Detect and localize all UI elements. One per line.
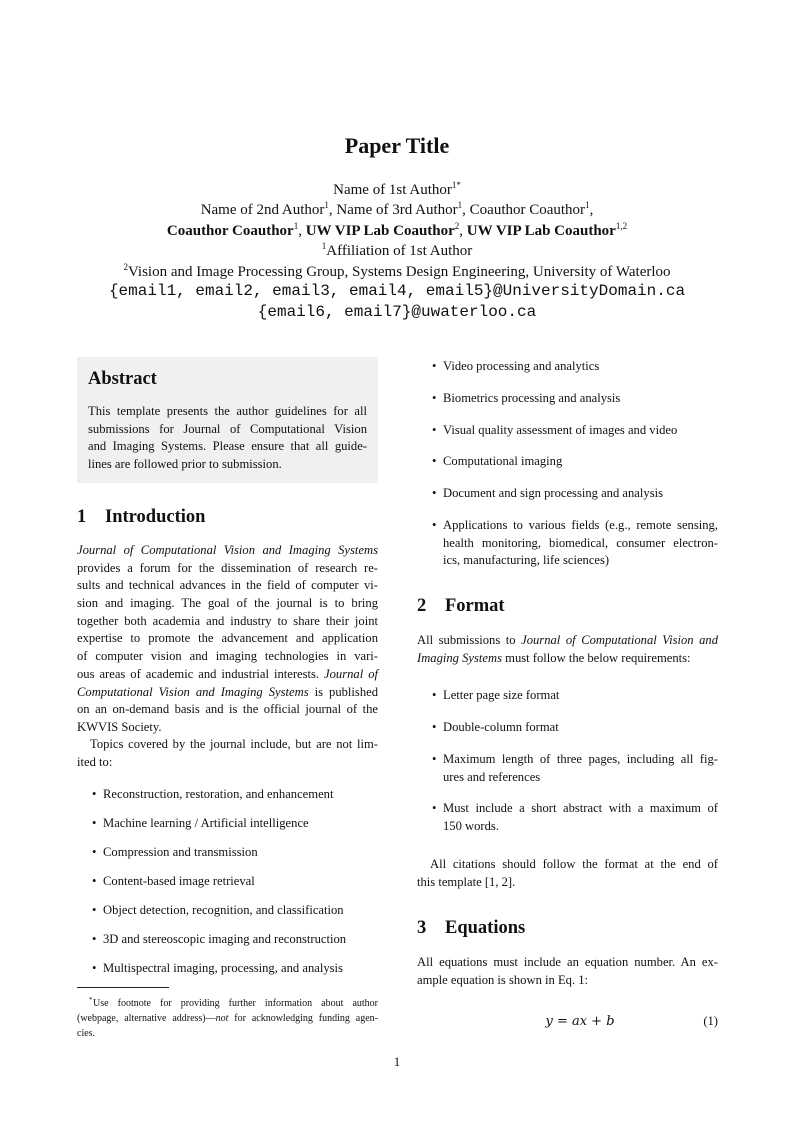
list-item <box>432 517 718 570</box>
list-item <box>92 873 378 891</box>
author-name: UW VIP Lab Coauthor <box>305 223 455 239</box>
separator: , <box>589 202 594 218</box>
text-line: ures and references <box>443 769 541 784</box>
list-item-text: Video processing and analytics <box>443 359 600 373</box>
section-title: Introduction <box>105 507 206 527</box>
bullet-icon: • <box>432 720 437 734</box>
text-line: lines are followed prior to submission. <box>88 457 282 472</box>
affiliation-2 <box>0 262 794 282</box>
bullet-icon: • <box>432 518 437 532</box>
list-item-text <box>443 719 718 737</box>
text-line: cies. <box>77 1028 96 1039</box>
text-line: of computer vision and imaging technologies in vari- <box>77 649 378 664</box>
section-number: 2 <box>417 596 427 616</box>
bullet-icon: • <box>92 903 97 917</box>
italic-text: Imaging Systems <box>417 650 502 665</box>
bullet-icon: • <box>92 874 97 888</box>
author-name: Coauthor Coauthor <box>166 223 294 239</box>
text-line: All citations should follow the format at the end of <box>430 857 718 871</box>
text-line <box>77 542 378 560</box>
author-line-1 <box>0 180 794 200</box>
section-number: 1 <box>77 507 87 527</box>
format-paragraph-1 <box>417 632 718 667</box>
text-segment: is published <box>308 684 379 699</box>
text-line: ited to: <box>77 754 113 769</box>
equation: y = ax + b <box>545 1014 615 1029</box>
text-line: ics, manufacturing, life sciences) <box>443 553 610 568</box>
author-sup: 1 <box>293 221 299 231</box>
separator: , <box>459 223 467 239</box>
list-item <box>432 453 718 471</box>
italic-text: not <box>215 1013 229 1024</box>
email-line-2: {email6, email7}@uwaterloo.ca <box>257 303 537 321</box>
text-segment: for acknowledging funding agen- <box>228 1013 378 1024</box>
bullet-icon: • <box>432 688 437 702</box>
text-segment: must follow the below requirements: <box>502 650 691 665</box>
bullet-icon: • <box>432 390 437 405</box>
list-item <box>432 719 718 737</box>
list-item-text: Object detection, recognition, and classification <box>103 903 344 917</box>
affiliation-text: Vision and Image Processing Group, Systems Design Engineering, University of Waterloo <box>127 264 671 280</box>
bullet-icon: • <box>92 816 97 830</box>
bullet-icon: • <box>92 961 97 975</box>
italic-text: Journal of <box>324 666 378 681</box>
text-line: All equations must include an equation number. An ex- <box>417 955 718 969</box>
text-line: sults and technical advances in the field of computer vi- <box>77 578 378 593</box>
text-line: submissions for Journal of Computational Vision <box>88 421 367 436</box>
list-item-text: Content-based image retrieval <box>103 874 255 888</box>
bullet-icon: • <box>432 801 437 815</box>
text-segment: ous areas of academic and industrial interests. <box>77 666 325 681</box>
affiliation-sup: 1 <box>321 241 327 251</box>
bullet-icon: • <box>432 486 437 501</box>
bullet-icon: • <box>92 845 97 859</box>
text-line: ample equation is shown in Eq. 1: <box>417 972 589 987</box>
affiliation-sup: 2 <box>123 262 128 272</box>
email-line-1: {email1, email2, email3, email4, email5}@UniversityDomain.ca <box>108 282 686 300</box>
author-name: Name of 2nd Author <box>200 202 325 218</box>
text-line: Use footnote for providing further information about author <box>93 998 378 1009</box>
bullet-icon: • <box>92 787 97 801</box>
text-segment: (webpage, alternative address)— <box>77 1013 216 1024</box>
author-name: Name of 3rd Author <box>336 202 458 218</box>
text-line: sion and imaging. The goal of the journal is to bring <box>77 596 378 611</box>
separator: , <box>298 223 306 239</box>
text-line: expertise to promote the advancement and application <box>77 631 378 646</box>
list-item <box>432 390 718 408</box>
text-line: This template presents the author guidelines for all <box>88 404 367 418</box>
author-sup: 1 <box>324 200 329 210</box>
text-line: on an on-demand basis and is the official journal of the <box>77 702 378 717</box>
author-sup: 1 <box>457 200 463 210</box>
list-item-text: 3D and stereoscopic imaging and reconstruction <box>103 932 347 946</box>
list-item-text <box>443 687 718 705</box>
text-line: provides a forum for the dissemination of research re- <box>77 560 378 575</box>
list-item-text: Visual quality assessment of images and video <box>443 422 678 437</box>
list-item <box>432 358 718 376</box>
abstract-heading: Abstract <box>88 369 157 389</box>
text-line: this template [1, 2]. <box>417 874 516 889</box>
italic-text: Journal of Computational Vision and <box>521 633 718 647</box>
intro-paragraph-2 <box>77 736 378 771</box>
text-line: Letter page size format <box>443 688 560 702</box>
author-sup: 1* <box>451 180 461 190</box>
list-item-text <box>443 517 718 570</box>
list-item-text: Biometrics processing and analysis <box>443 390 621 405</box>
italic-text: Computational Vision and Imaging Systems <box>77 684 309 699</box>
text-line <box>77 1011 378 1026</box>
text-line <box>77 666 378 684</box>
list-item <box>432 687 718 705</box>
section-heading-equations <box>417 918 525 939</box>
abstract-text <box>88 403 367 474</box>
list-item <box>92 902 378 920</box>
footnote-text <box>77 996 378 1041</box>
text-line: health monitoring, biomedical, consumer electron- <box>443 535 718 550</box>
author-sup: 1,2 <box>615 221 628 231</box>
affiliation-1 <box>0 241 794 261</box>
list-item <box>92 931 378 949</box>
text-line <box>77 684 378 702</box>
bullet-icon: • <box>432 422 437 437</box>
list-item <box>92 815 378 833</box>
list-item <box>432 422 718 440</box>
author-name: Coauthor Coauthor <box>469 202 586 218</box>
list-item <box>92 786 378 804</box>
text-line: together both academia and industry to share their joint <box>77 613 378 628</box>
footnote <box>77 996 378 1041</box>
text-line: Applications to various fields (e.g., remote sensing, <box>443 518 718 532</box>
list-item <box>92 844 378 862</box>
author-name: UW VIP Lab Coauthor <box>466 223 616 239</box>
section-title: Format <box>445 596 505 616</box>
author-name: Name of 1st Author <box>333 182 452 198</box>
separator: , <box>462 202 470 218</box>
list-item <box>432 485 718 503</box>
bullet-icon: • <box>432 359 437 373</box>
page-number: 1 <box>393 1055 401 1069</box>
list-item-text: Document and sign processing and analysis <box>443 486 663 501</box>
text-line: Topics covered by the journal include, but are not lim- <box>90 737 378 751</box>
section-number: 3 <box>417 918 427 938</box>
author-sup: 1 <box>585 200 590 210</box>
list-item-text: Computational imaging <box>443 454 563 469</box>
text-segment: All submissions to <box>417 633 522 647</box>
text-line: Double-column format <box>443 720 559 734</box>
text-line <box>417 632 718 650</box>
equations-paragraph-1 <box>417 954 718 989</box>
list-item-text: Multispectral imaging, processing, and analysis <box>103 961 343 975</box>
list-item <box>92 960 378 978</box>
text-line: Maximum length of three pages, including all fig- <box>443 752 718 766</box>
section-heading-introduction <box>77 507 205 528</box>
text-line: KWVIS Society. <box>77 719 162 734</box>
separator: , <box>328 202 337 218</box>
format-paragraph-2 <box>417 856 718 891</box>
section-title: Equations <box>445 918 526 938</box>
intro-paragraph-1 <box>77 542 378 737</box>
list-item <box>432 800 718 835</box>
italic-text: Journal of Computational Vision and Imaging Systems <box>77 543 378 557</box>
author-line-3 <box>0 221 794 241</box>
list-item-text <box>443 800 718 835</box>
abstract-box <box>77 357 378 483</box>
paper-title: Paper Title <box>344 133 450 158</box>
list-item-text: Machine learning / Artificial intelligence <box>103 816 309 830</box>
list-item <box>432 751 718 786</box>
text-line: and Imaging Systems. Please ensure that all guide- <box>88 439 367 454</box>
bullet-icon: • <box>432 454 437 469</box>
author-line-2 <box>0 200 794 220</box>
list-item-text: Reconstruction, restoration, and enhancement <box>103 787 334 801</box>
list-item-text <box>443 751 718 786</box>
bullet-icon: • <box>432 752 437 766</box>
text-line: Must include a short abstract with a maximum of <box>443 801 718 815</box>
footnote-mark: * <box>89 996 93 1004</box>
footnote-rule <box>77 987 169 988</box>
author-sup: 2 <box>454 221 460 231</box>
text-line <box>417 650 718 668</box>
affiliation-text: Affiliation of 1st Author <box>326 243 473 259</box>
section-heading-format <box>417 596 505 617</box>
equation-number: (1) <box>703 1014 718 1028</box>
bullet-icon: • <box>92 932 97 946</box>
text-line: 150 words. <box>443 818 499 833</box>
list-item-text: Compression and transmission <box>103 845 258 859</box>
